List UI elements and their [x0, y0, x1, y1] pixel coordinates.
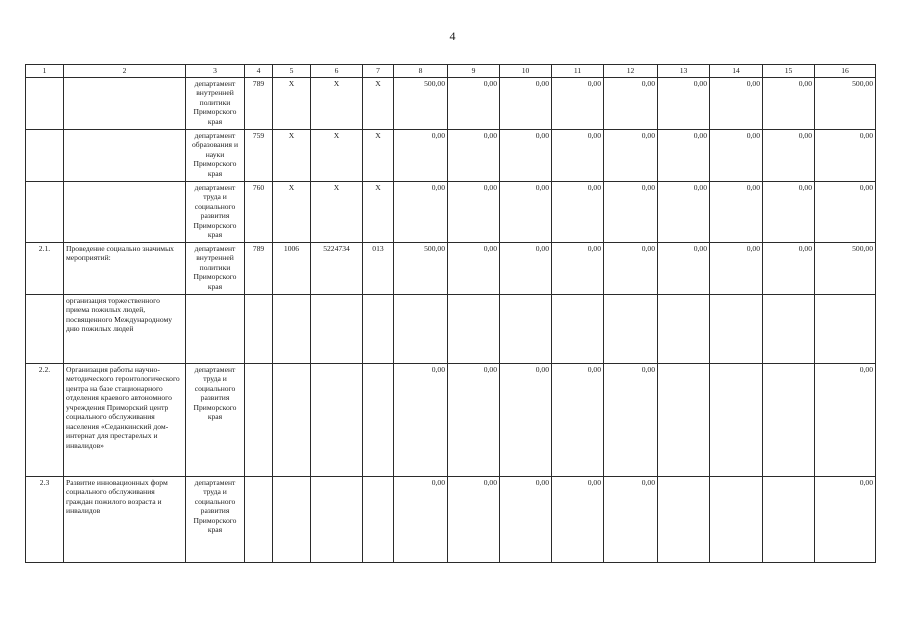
cell-c7: Х [363, 130, 394, 182]
cell-c15 [763, 364, 815, 477]
cell-c5: Х [273, 130, 311, 182]
cell-c14: 0,00 [710, 182, 763, 243]
cell-c10: 0,00 [500, 182, 552, 243]
table-row [26, 295, 876, 364]
cell-c5 [273, 477, 311, 563]
cell-c9: 0,00 [448, 364, 500, 477]
cell-c4: 789 [245, 78, 273, 130]
cell-c10: 0,00 [500, 78, 552, 130]
cell-c15 [763, 295, 815, 364]
cell-name: организация торжественного приема пожилых людей, посвященного Международному дню пожилых людей [64, 295, 186, 364]
cell-name [64, 130, 186, 182]
cell-c9 [448, 295, 500, 364]
cell-c16: 0,00 [815, 477, 876, 563]
cell-c11: 0,00 [552, 243, 604, 295]
cell-c9: 0,00 [448, 130, 500, 182]
cell-num: 2.1. [26, 243, 64, 295]
cell-dept: департамент труда и социального развития Приморского края [186, 182, 245, 243]
table-row [26, 182, 876, 243]
cell-c9: 0,00 [448, 182, 500, 243]
cell-name: Проведение социально значимых мероприятий: [64, 243, 186, 295]
cell-c13 [658, 295, 710, 364]
cell-c6: Х [311, 78, 363, 130]
cell-c7: 013 [363, 243, 394, 295]
cell-c11: 0,00 [552, 130, 604, 182]
cell-c4: 789 [245, 243, 273, 295]
cell-num: 2.2. [26, 364, 64, 477]
cell-num: 2.3 [26, 477, 64, 563]
cell-c4 [245, 295, 273, 364]
cell-c5: Х [273, 78, 311, 130]
cell-c16: 500,00 [815, 78, 876, 130]
cell-c7 [363, 295, 394, 364]
cell-c6: 5224734 [311, 243, 363, 295]
col-header-15: 15 [763, 65, 815, 78]
col-header-1: 1 [26, 65, 64, 78]
cell-num [26, 182, 64, 243]
cell-c15: 0,00 [763, 182, 815, 243]
table-row [26, 243, 876, 295]
cell-c4: 760 [245, 182, 273, 243]
col-header-8: 8 [394, 65, 448, 78]
cell-c13: 0,00 [658, 243, 710, 295]
table-row [26, 130, 876, 182]
cell-c8: 0,00 [394, 364, 448, 477]
cell-c4 [245, 477, 273, 563]
col-header-9: 9 [448, 65, 500, 78]
budget-table [25, 64, 876, 563]
col-header-3: 3 [186, 65, 245, 78]
cell-dept: департамент образования и науки Приморского края [186, 130, 245, 182]
cell-c12: 0,00 [604, 477, 658, 563]
cell-c16: 0,00 [815, 130, 876, 182]
cell-c6 [311, 477, 363, 563]
cell-c13 [658, 364, 710, 477]
cell-c10: 0,00 [500, 364, 552, 477]
cell-name [64, 78, 186, 130]
table-row [26, 364, 876, 477]
cell-c16: 500,00 [815, 243, 876, 295]
cell-c6: Х [311, 130, 363, 182]
cell-c15: 0,00 [763, 243, 815, 295]
col-header-12: 12 [604, 65, 658, 78]
cell-dept: департамент труда и социального развития Приморского края [186, 477, 245, 563]
cell-c15 [763, 477, 815, 563]
cell-c13: 0,00 [658, 182, 710, 243]
col-header-4: 4 [245, 65, 273, 78]
page-number: 4 [449, 29, 456, 43]
cell-c5 [273, 364, 311, 477]
cell-c8 [394, 295, 448, 364]
cell-c7: Х [363, 78, 394, 130]
cell-dept: департамент внутренней политики Приморского края [186, 78, 245, 130]
cell-c12 [604, 295, 658, 364]
col-header-2: 2 [64, 65, 186, 78]
cell-c4: 759 [245, 130, 273, 182]
cell-c4 [245, 364, 273, 477]
cell-c16 [815, 295, 876, 364]
col-header-10: 10 [500, 65, 552, 78]
cell-num [26, 295, 64, 364]
cell-c13: 0,00 [658, 130, 710, 182]
cell-c12: 0,00 [604, 364, 658, 477]
cell-c11 [552, 295, 604, 364]
cell-name: Организация работы научно-методического геронтологического центра на базе стационарного отделения краевого автономного учреждения Приморский центр социального обслуживания населения «Седанкинский дом-интернат для престарелых и инвалидов» [64, 364, 186, 477]
cell-c16: 0,00 [815, 364, 876, 477]
cell-c7 [363, 477, 394, 563]
cell-num [26, 130, 64, 182]
cell-c9: 0,00 [448, 243, 500, 295]
cell-c8: 500,00 [394, 243, 448, 295]
cell-c5: Х [273, 182, 311, 243]
cell-c14: 0,00 [710, 78, 763, 130]
cell-c14 [710, 477, 763, 563]
col-header-13: 13 [658, 65, 710, 78]
cell-c11: 0,00 [552, 364, 604, 477]
cell-dept: департамент труда и социального развития Приморского края [186, 364, 245, 477]
cell-c9: 0,00 [448, 477, 500, 563]
cell-c12: 0,00 [604, 78, 658, 130]
cell-c8: 0,00 [394, 130, 448, 182]
cell-c10: 0,00 [500, 130, 552, 182]
cell-c12: 0,00 [604, 130, 658, 182]
cell-c13 [658, 477, 710, 563]
table-row [26, 78, 876, 130]
cell-c12: 0,00 [604, 243, 658, 295]
cell-c5 [273, 295, 311, 364]
col-header-16: 16 [815, 65, 876, 78]
cell-c5: 1006 [273, 243, 311, 295]
cell-dept: департамент внутренней политики Приморского края [186, 243, 245, 295]
cell-name [64, 182, 186, 243]
cell-c8: 0,00 [394, 477, 448, 563]
cell-c13: 0,00 [658, 78, 710, 130]
cell-c12: 0,00 [604, 182, 658, 243]
cell-c6 [311, 295, 363, 364]
col-header-7: 7 [363, 65, 394, 78]
cell-c7: Х [363, 182, 394, 243]
cell-c15: 0,00 [763, 130, 815, 182]
cell-c11: 0,00 [552, 477, 604, 563]
col-header-5: 5 [273, 65, 311, 78]
cell-c7 [363, 364, 394, 477]
cell-c14 [710, 364, 763, 477]
cell-c11: 0,00 [552, 78, 604, 130]
cell-c8: 0,00 [394, 182, 448, 243]
col-header-14: 14 [710, 65, 763, 78]
cell-c8: 500,00 [394, 78, 448, 130]
header-row [26, 65, 876, 78]
table-row [26, 477, 876, 563]
cell-c16: 0,00 [815, 182, 876, 243]
cell-c10: 0,00 [500, 243, 552, 295]
cell-c10: 0,00 [500, 477, 552, 563]
cell-c14 [710, 295, 763, 364]
cell-name: Развитие инновационных форм социального обслуживания граждан пожилого возраста и инвалидов [64, 477, 186, 563]
cell-c10 [500, 295, 552, 364]
cell-num [26, 78, 64, 130]
cell-c14: 0,00 [710, 130, 763, 182]
col-header-6: 6 [311, 65, 363, 78]
col-header-11: 11 [552, 65, 604, 78]
cell-c14: 0,00 [710, 243, 763, 295]
cell-dept [186, 295, 245, 364]
cell-c6: Х [311, 182, 363, 243]
cell-c9: 0,00 [448, 78, 500, 130]
cell-c6 [311, 364, 363, 477]
cell-c15: 0,00 [763, 78, 815, 130]
cell-c11: 0,00 [552, 182, 604, 243]
